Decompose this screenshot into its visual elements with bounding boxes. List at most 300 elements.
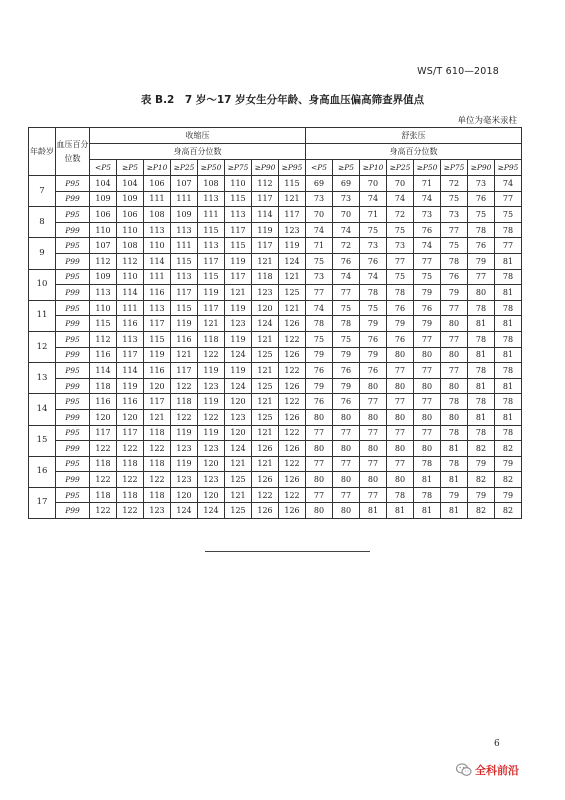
table-row (29, 331, 522, 347)
systolic-value-cell: 118 (117, 487, 144, 503)
systolic-value-cell: 122 (171, 378, 198, 394)
diastolic-value-cell: 79 (495, 456, 522, 472)
diastolic-value-cell: 81 (495, 253, 522, 269)
diastolic-value-cell: 79 (468, 456, 495, 472)
systolic-value-cell: 119 (225, 363, 252, 379)
systolic-height-col-header: ≥P75 (225, 160, 252, 176)
systolic-value-cell: 120 (225, 425, 252, 441)
diastolic-value-cell: 75 (333, 300, 360, 316)
diastolic-value-cell: 78 (468, 394, 495, 410)
table-row (29, 347, 522, 363)
diastolic-value-cell: 79 (468, 253, 495, 269)
systolic-value-cell: 120 (171, 487, 198, 503)
systolic-value-cell: 122 (252, 487, 279, 503)
systolic-value-cell: 116 (144, 363, 171, 379)
diastolic-value-cell: 80 (360, 472, 387, 488)
diastolic-value-cell: 79 (468, 487, 495, 503)
diastolic-value-cell: 74 (333, 222, 360, 238)
diastolic-value-cell: 73 (441, 207, 468, 223)
diastolic-value-cell: 74 (306, 300, 333, 316)
age-cell: 12 (29, 331, 56, 362)
systolic-value-cell: 106 (144, 176, 171, 192)
systolic-value-cell: 122 (279, 394, 306, 410)
page-number: 6 (494, 739, 500, 749)
diastolic-height-col-header: ≥P95 (495, 160, 522, 176)
diastolic-value-cell: 73 (360, 238, 387, 254)
systolic-value-cell: 113 (198, 238, 225, 254)
age-cell: 17 (29, 487, 56, 518)
diastolic-value-cell: 77 (333, 285, 360, 301)
age-cell: 8 (29, 207, 56, 238)
diastolic-value-cell: 72 (333, 238, 360, 254)
systolic-value-cell: 120 (225, 394, 252, 410)
diastolic-value-cell: 77 (360, 456, 387, 472)
systolic-value-cell: 121 (279, 300, 306, 316)
systolic-value-cell: 115 (198, 222, 225, 238)
systolic-value-cell: 118 (117, 456, 144, 472)
diastolic-value-cell: 76 (468, 191, 495, 207)
systolic-value-cell: 120 (144, 378, 171, 394)
diastolic-value-cell: 69 (333, 176, 360, 192)
diastolic-value-cell: 82 (495, 472, 522, 488)
diastolic-value-cell: 80 (387, 347, 414, 363)
systolic-value-cell: 121 (225, 285, 252, 301)
systolic-value-cell: 120 (198, 487, 225, 503)
diastolic-value-cell: 75 (306, 331, 333, 347)
systolic-value-cell: 115 (279, 176, 306, 192)
bp-percentile-label: P99 (56, 316, 90, 332)
systolic-value-cell: 122 (90, 472, 117, 488)
diastolic-value-cell: 70 (333, 207, 360, 223)
diastolic-value-cell: 77 (387, 363, 414, 379)
systolic-value-cell: 121 (198, 316, 225, 332)
table-row (29, 425, 522, 441)
systolic-value-cell: 110 (144, 238, 171, 254)
systolic-height-col-header: ≥P25 (171, 160, 198, 176)
diastolic-value-cell: 77 (495, 191, 522, 207)
systolic-value-cell: 121 (252, 394, 279, 410)
wechat-icon (456, 763, 472, 777)
diastolic-value-cell: 80 (306, 441, 333, 457)
height-columns-row (29, 160, 522, 176)
diastolic-value-cell: 76 (468, 238, 495, 254)
table-row (29, 207, 522, 223)
systolic-value-cell: 113 (198, 191, 225, 207)
diastolic-value-cell: 80 (306, 472, 333, 488)
diastolic-value-cell: 77 (306, 425, 333, 441)
diastolic-value-cell: 77 (414, 253, 441, 269)
diastolic-value-cell: 80 (441, 409, 468, 425)
systolic-height-percentile-header: 身高百分位数 (90, 144, 306, 160)
diastolic-value-cell: 76 (360, 253, 387, 269)
systolic-value-cell: 124 (252, 316, 279, 332)
table-row (29, 285, 522, 301)
diastolic-value-cell: 81 (468, 316, 495, 332)
bp-percentile-label: P99 (56, 222, 90, 238)
systolic-value-cell: 111 (171, 191, 198, 207)
systolic-value-cell: 119 (117, 378, 144, 394)
diastolic-value-cell: 70 (306, 207, 333, 223)
systolic-value-cell: 114 (117, 285, 144, 301)
systolic-value-cell: 123 (252, 285, 279, 301)
systolic-value-cell: 123 (171, 441, 198, 457)
diastolic-value-cell: 79 (495, 487, 522, 503)
bp-percentile-label: P95 (56, 456, 90, 472)
diastolic-value-cell: 72 (441, 176, 468, 192)
systolic-value-cell: 125 (279, 285, 306, 301)
bp-percentile-label: P95 (56, 425, 90, 441)
systolic-value-cell: 112 (117, 253, 144, 269)
systolic-value-cell: 106 (90, 207, 117, 223)
systolic-value-cell: 121 (144, 409, 171, 425)
systolic-value-cell: 106 (117, 207, 144, 223)
bp-percentile-label: P99 (56, 409, 90, 425)
age-cell: 16 (29, 456, 56, 487)
systolic-value-cell: 123 (225, 409, 252, 425)
systolic-value-cell: 115 (90, 316, 117, 332)
diastolic-value-cell: 81 (495, 347, 522, 363)
systolic-value-cell: 121 (252, 363, 279, 379)
age-cell: 10 (29, 269, 56, 300)
diastolic-value-cell: 77 (387, 456, 414, 472)
systolic-value-cell: 126 (279, 378, 306, 394)
age-cell: 14 (29, 394, 56, 425)
bp-percentile-label: P95 (56, 238, 90, 254)
systolic-value-cell: 116 (144, 285, 171, 301)
diastolic-value-cell: 82 (468, 503, 495, 519)
diastolic-value-cell: 80 (414, 409, 441, 425)
systolic-value-cell: 119 (144, 347, 171, 363)
systolic-value-cell: 122 (117, 503, 144, 519)
systolic-value-cell: 122 (198, 347, 225, 363)
systolic-value-cell: 124 (198, 503, 225, 519)
systolic-value-cell: 123 (171, 472, 198, 488)
diastolic-value-cell: 78 (468, 363, 495, 379)
diastolic-value-cell: 69 (306, 176, 333, 192)
systolic-value-cell: 117 (252, 238, 279, 254)
systolic-value-cell: 112 (252, 176, 279, 192)
bp-percentile-label: P99 (56, 472, 90, 488)
diastolic-value-cell: 77 (306, 487, 333, 503)
age-header: 年龄岁 (29, 128, 56, 176)
diastolic-value-cell: 80 (306, 503, 333, 519)
systolic-value-cell: 115 (171, 253, 198, 269)
diastolic-value-cell: 75 (441, 238, 468, 254)
diastolic-value-cell: 78 (468, 300, 495, 316)
systolic-value-cell: 122 (90, 441, 117, 457)
diastolic-value-cell: 79 (387, 316, 414, 332)
diastolic-value-cell: 81 (495, 316, 522, 332)
diastolic-value-cell: 73 (333, 191, 360, 207)
diastolic-value-cell: 77 (441, 300, 468, 316)
diastolic-value-cell: 80 (387, 378, 414, 394)
systolic-value-cell: 118 (198, 331, 225, 347)
diastolic-value-cell: 73 (387, 238, 414, 254)
age-cell: 13 (29, 363, 56, 394)
diastolic-value-cell: 77 (306, 456, 333, 472)
systolic-value-cell: 117 (144, 394, 171, 410)
bp-percentile-label: P99 (56, 441, 90, 457)
bp-percentile-label: P99 (56, 503, 90, 519)
systolic-value-cell: 121 (279, 191, 306, 207)
diastolic-value-cell: 75 (387, 269, 414, 285)
table-row (29, 222, 522, 238)
diastolic-value-cell: 78 (360, 285, 387, 301)
systolic-value-cell: 115 (171, 300, 198, 316)
systolic-value-cell: 126 (279, 316, 306, 332)
diastolic-value-cell: 81 (414, 472, 441, 488)
systolic-value-cell: 110 (117, 222, 144, 238)
systolic-value-cell: 117 (90, 425, 117, 441)
diastolic-value-cell: 78 (306, 316, 333, 332)
diastolic-value-cell: 77 (387, 394, 414, 410)
diastolic-height-col-header: ≥P5 (333, 160, 360, 176)
systolic-value-cell: 122 (117, 441, 144, 457)
systolic-value-cell: 122 (171, 409, 198, 425)
systolic-value-cell: 118 (144, 456, 171, 472)
diastolic-value-cell: 81 (441, 472, 468, 488)
systolic-value-cell: 117 (225, 269, 252, 285)
standard-code: WS/T 610—2018 (417, 66, 499, 77)
diastolic-value-cell: 81 (495, 378, 522, 394)
systolic-value-cell: 122 (279, 363, 306, 379)
diastolic-value-cell: 78 (387, 487, 414, 503)
diastolic-value-cell: 76 (333, 363, 360, 379)
systolic-value-cell: 117 (171, 285, 198, 301)
diastolic-value-cell: 70 (360, 176, 387, 192)
diastolic-value-cell: 79 (441, 487, 468, 503)
systolic-value-cell: 126 (279, 409, 306, 425)
systolic-value-cell: 122 (279, 456, 306, 472)
diastolic-value-cell: 74 (387, 191, 414, 207)
diastolic-value-cell: 79 (441, 285, 468, 301)
systolic-value-cell: 122 (144, 441, 171, 457)
systolic-value-cell: 118 (90, 456, 117, 472)
table-row (29, 316, 522, 332)
diastolic-value-cell: 79 (360, 347, 387, 363)
diastolic-value-cell: 79 (306, 378, 333, 394)
systolic-value-cell: 117 (117, 347, 144, 363)
systolic-value-cell: 113 (144, 222, 171, 238)
bp-percentile-label: P99 (56, 347, 90, 363)
bp-percentile-label: P95 (56, 207, 90, 223)
diastolic-value-cell: 76 (387, 331, 414, 347)
footer-rule (205, 551, 370, 552)
table-row (29, 238, 522, 254)
systolic-value-cell: 113 (90, 285, 117, 301)
systolic-height-col-header: ≥P95 (279, 160, 306, 176)
diastolic-value-cell: 73 (306, 269, 333, 285)
systolic-height-col-header: ≥P10 (144, 160, 171, 176)
diastolic-value-cell: 77 (360, 394, 387, 410)
diastolic-value-cell: 73 (468, 176, 495, 192)
systolic-value-cell: 126 (252, 472, 279, 488)
diastolic-value-cell: 75 (360, 222, 387, 238)
table-row (29, 363, 522, 379)
diastolic-value-cell: 77 (414, 363, 441, 379)
systolic-value-cell: 121 (225, 487, 252, 503)
diastolic-value-cell: 78 (387, 285, 414, 301)
diastolic-value-cell: 70 (387, 176, 414, 192)
diastolic-height-col-header: ≥P90 (468, 160, 495, 176)
systolic-header: 收缩压 (90, 128, 306, 144)
diastolic-value-cell: 77 (360, 487, 387, 503)
diastolic-value-cell: 74 (306, 222, 333, 238)
diastolic-value-cell: 75 (414, 269, 441, 285)
systolic-value-cell: 124 (225, 347, 252, 363)
systolic-value-cell: 126 (252, 503, 279, 519)
diastolic-value-cell: 73 (306, 191, 333, 207)
diastolic-value-cell: 78 (495, 363, 522, 379)
systolic-value-cell: 125 (252, 347, 279, 363)
age-cell: 9 (29, 238, 56, 269)
diastolic-value-cell: 77 (414, 331, 441, 347)
systolic-value-cell: 126 (279, 503, 306, 519)
systolic-value-cell: 118 (171, 394, 198, 410)
diastolic-value-cell: 81 (387, 503, 414, 519)
table-row (29, 456, 522, 472)
systolic-value-cell: 111 (198, 207, 225, 223)
diastolic-value-cell: 81 (495, 409, 522, 425)
systolic-value-cell: 113 (144, 300, 171, 316)
bp-percentile-label: P95 (56, 487, 90, 503)
systolic-height-col-header: ≥P5 (117, 160, 144, 176)
diastolic-value-cell: 77 (495, 238, 522, 254)
diastolic-value-cell: 81 (495, 285, 522, 301)
diastolic-value-cell: 74 (414, 238, 441, 254)
systolic-value-cell: 117 (279, 207, 306, 223)
table-row (29, 300, 522, 316)
systolic-value-cell: 121 (225, 456, 252, 472)
systolic-value-cell: 116 (90, 347, 117, 363)
age-cell: 11 (29, 300, 56, 331)
diastolic-value-cell: 75 (468, 207, 495, 223)
diastolic-value-cell: 77 (333, 425, 360, 441)
systolic-value-cell: 123 (198, 378, 225, 394)
systolic-value-cell: 119 (171, 316, 198, 332)
diastolic-value-cell: 80 (414, 441, 441, 457)
systolic-height-col-header: <P5 (90, 160, 117, 176)
systolic-value-cell: 117 (198, 253, 225, 269)
systolic-value-cell: 121 (171, 347, 198, 363)
systolic-value-cell: 118 (144, 425, 171, 441)
diastolic-value-cell: 75 (360, 300, 387, 316)
diastolic-height-col-header: ≥P10 (360, 160, 387, 176)
systolic-value-cell: 122 (279, 331, 306, 347)
diastolic-value-cell: 77 (360, 425, 387, 441)
systolic-value-cell: 125 (225, 503, 252, 519)
diastolic-value-cell: 79 (414, 285, 441, 301)
systolic-value-cell: 121 (252, 331, 279, 347)
systolic-value-cell: 123 (198, 441, 225, 457)
table-row (29, 503, 522, 519)
diastolic-value-cell: 79 (306, 347, 333, 363)
systolic-value-cell: 126 (279, 347, 306, 363)
systolic-value-cell: 122 (117, 472, 144, 488)
systolic-value-cell: 123 (198, 472, 225, 488)
table-row (29, 176, 522, 192)
diastolic-value-cell: 76 (360, 331, 387, 347)
systolic-value-cell: 126 (279, 472, 306, 488)
systolic-value-cell: 104 (117, 176, 144, 192)
diastolic-value-cell: 81 (468, 347, 495, 363)
diastolic-value-cell: 78 (495, 300, 522, 316)
diastolic-value-cell: 82 (495, 441, 522, 457)
diastolic-value-cell: 80 (333, 441, 360, 457)
diastolic-value-cell: 77 (414, 394, 441, 410)
systolic-value-cell: 109 (90, 191, 117, 207)
systolic-value-cell: 119 (198, 285, 225, 301)
bp-percentile-label: P99 (56, 378, 90, 394)
diastolic-value-cell: 80 (414, 347, 441, 363)
diastolic-height-col-header: ≥P75 (441, 160, 468, 176)
systolic-value-cell: 113 (171, 269, 198, 285)
diastolic-value-cell: 81 (360, 503, 387, 519)
diastolic-value-cell: 74 (495, 176, 522, 192)
diastolic-value-cell: 76 (414, 222, 441, 238)
systolic-value-cell: 114 (252, 207, 279, 223)
table-row (29, 441, 522, 457)
systolic-value-cell: 121 (252, 456, 279, 472)
diastolic-value-cell: 78 (495, 331, 522, 347)
systolic-value-cell: 115 (225, 191, 252, 207)
diastolic-value-cell: 78 (441, 253, 468, 269)
diastolic-value-cell: 80 (387, 441, 414, 457)
systolic-value-cell: 124 (279, 253, 306, 269)
systolic-value-cell: 110 (225, 176, 252, 192)
diastolic-value-cell: 79 (333, 347, 360, 363)
systolic-value-cell: 110 (90, 300, 117, 316)
systolic-value-cell: 119 (198, 425, 225, 441)
systolic-value-cell: 114 (144, 253, 171, 269)
systolic-value-cell: 114 (90, 363, 117, 379)
diastolic-value-cell: 80 (387, 472, 414, 488)
diastolic-value-cell: 78 (333, 316, 360, 332)
systolic-value-cell: 110 (90, 222, 117, 238)
diastolic-height-col-header: <P5 (306, 160, 333, 176)
diastolic-value-cell: 80 (441, 378, 468, 394)
bp-percentile-label: P95 (56, 331, 90, 347)
diastolic-height-percentile-header: 身高百分位数 (306, 144, 522, 160)
diastolic-value-cell: 77 (387, 425, 414, 441)
bp-percentile-label: P95 (56, 269, 90, 285)
systolic-value-cell: 108 (198, 176, 225, 192)
systolic-value-cell: 111 (144, 269, 171, 285)
table-row (29, 472, 522, 488)
diastolic-value-cell: 79 (360, 316, 387, 332)
diastolic-value-cell: 82 (468, 472, 495, 488)
systolic-value-cell: 120 (90, 409, 117, 425)
diastolic-value-cell: 81 (414, 503, 441, 519)
diastolic-value-cell: 75 (306, 253, 333, 269)
diastolic-value-cell: 77 (387, 253, 414, 269)
watermark (456, 762, 519, 778)
systolic-value-cell: 123 (225, 316, 252, 332)
systolic-value-cell: 122 (279, 425, 306, 441)
systolic-value-cell: 113 (225, 207, 252, 223)
systolic-value-cell: 111 (171, 238, 198, 254)
bp-percentile-label: P99 (56, 285, 90, 301)
systolic-value-cell: 119 (225, 253, 252, 269)
diastolic-value-cell: 80 (360, 409, 387, 425)
systolic-height-col-header: ≥P90 (252, 160, 279, 176)
systolic-value-cell: 125 (252, 378, 279, 394)
diastolic-value-cell: 76 (360, 363, 387, 379)
diastolic-value-cell: 75 (441, 191, 468, 207)
systolic-value-cell: 121 (252, 425, 279, 441)
diastolic-value-cell: 71 (306, 238, 333, 254)
diastolic-value-cell: 80 (441, 347, 468, 363)
